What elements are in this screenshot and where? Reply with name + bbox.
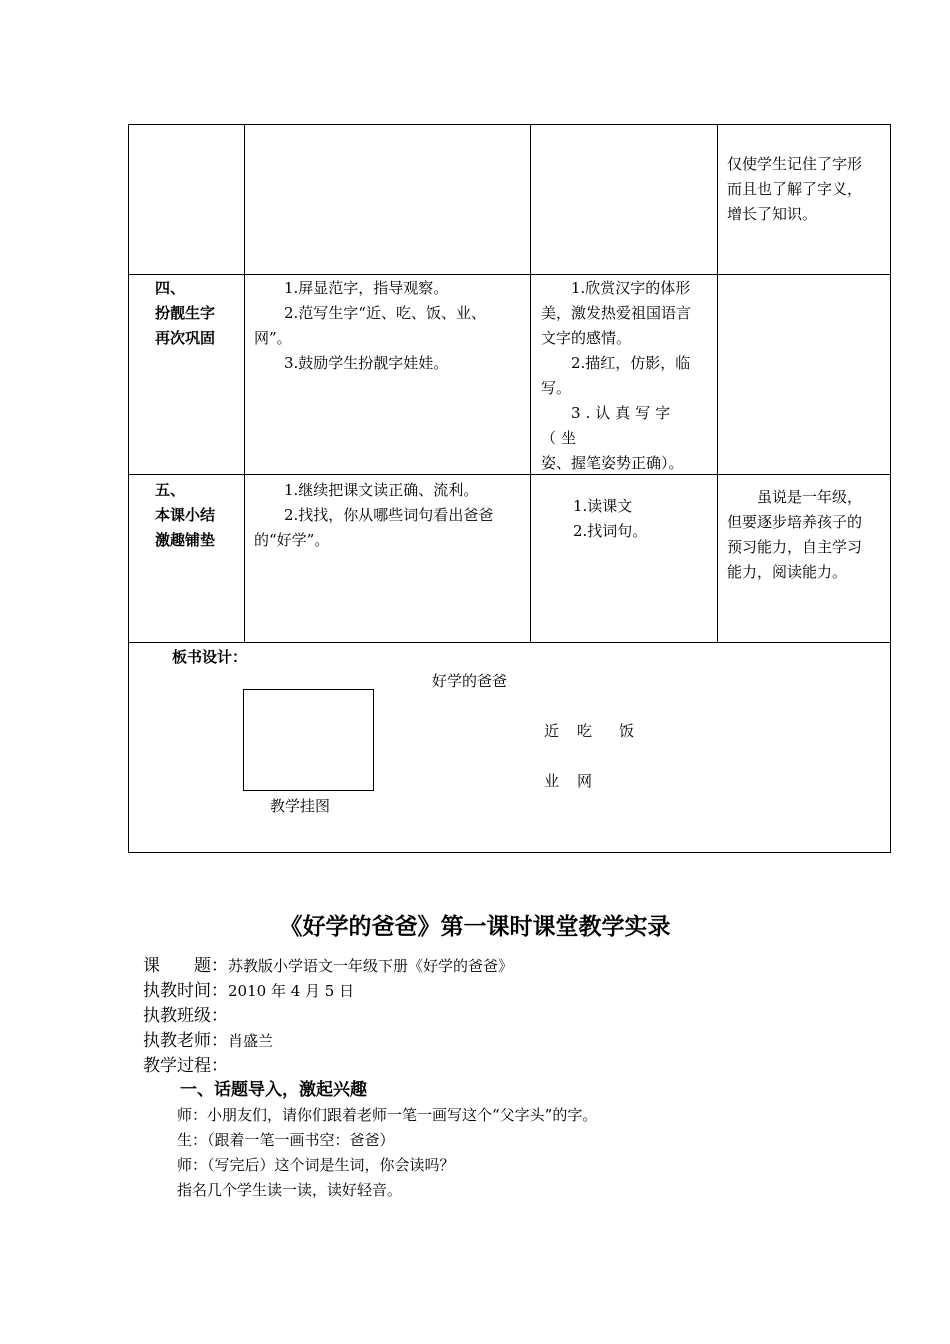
row2-note: [727, 485, 887, 585]
row1-student: [541, 276, 713, 476]
row2-teacher: [254, 478, 526, 553]
record-title: 《好学的爸爸》第一课时课堂教学实录: [279, 914, 671, 940]
stage-line: 本课小结: [155, 506, 216, 524]
student-line: 1.读课文: [573, 497, 633, 515]
row1-stage: [155, 276, 243, 351]
dialogue-line: 师：小朋友们，请你们跟着老师一笔一画写这个“父字头”的字。: [177, 1106, 598, 1124]
note-line: 增长了知识。: [727, 205, 818, 223]
student-line: 姿、握笔姿势正确）。: [541, 454, 684, 472]
meta-row-teacher: [143, 1029, 843, 1054]
note-line: 而且也了解了字义，: [727, 180, 863, 198]
board-char: 业: [544, 772, 560, 790]
teacher-line: 1.继续把课文读正确、流利。: [284, 481, 479, 499]
board-char: 近: [544, 722, 560, 740]
board-char: 吃: [577, 722, 593, 740]
student-line: 2.描红，仿影，临: [571, 354, 691, 372]
teacher-line: 的“好学”。: [254, 531, 330, 549]
dialogue: [177, 1103, 877, 1203]
row2-student: [573, 494, 713, 544]
teacher-line: 2.范写生字“近、吃、饭、业、: [284, 304, 486, 322]
student-line: 写。: [541, 379, 572, 397]
student-line: 美，激发热爱祖国语言: [541, 304, 692, 322]
meta-label: 执教时间：: [143, 981, 228, 1001]
stage-line: 再次巩固: [155, 329, 216, 347]
meta-row-date: [143, 979, 843, 1004]
dialogue-line: 指名几个学生读一读，读好轻音。: [177, 1181, 403, 1199]
meta-value: 2010 年 4 月 5 日: [228, 982, 355, 1000]
row2-stage: [155, 478, 243, 553]
stage-line: 五、: [155, 481, 186, 499]
picture-caption: 教学挂图: [270, 797, 331, 815]
meta-label: 执教班级：: [143, 1006, 228, 1026]
section-heading: 一、话题导入，激起兴趣: [180, 1080, 367, 1100]
note-line: 但要逐步培养孩子的: [727, 513, 863, 531]
board-char: 饭: [619, 722, 635, 740]
stage-line: 激趣铺垫: [155, 531, 216, 549]
meta-label: 课 题：: [143, 956, 228, 976]
student-line: 1.欣赏汉字的体形: [571, 279, 691, 297]
board-label: 板书设计：: [172, 648, 248, 666]
student-line: 3.认真写字（坐: [541, 404, 676, 447]
meta-row-topic: [143, 954, 843, 979]
dialogue-line: 生：（跟着一笔一画书空：爸爸）: [177, 1131, 395, 1149]
stage-line: 扮靓生字: [155, 304, 216, 322]
teaching-picture-frame: [243, 689, 374, 791]
student-line: 文字的感情。: [541, 329, 632, 347]
row1-teacher: [254, 276, 526, 376]
note-line: 仅使学生记住了字形: [727, 155, 863, 173]
note-line: 能力，阅读能力。: [727, 563, 848, 581]
student-line: 2.找词句。: [573, 522, 648, 540]
dialogue-line: 师：（写完后）这个词是生词，你会读吗？: [177, 1156, 455, 1174]
note-line: 预习能力，自主学习: [727, 538, 863, 556]
board-char: 网: [577, 772, 593, 790]
record-meta: [143, 954, 843, 1079]
meta-value: 苏教版小学语文一年级下册《好学的爸爸》: [228, 957, 514, 975]
stage-line: 四、: [155, 279, 186, 297]
row0-note: [727, 152, 887, 227]
meta-label: 教学过程：: [143, 1056, 228, 1076]
meta-label: 执教老师：: [143, 1031, 228, 1051]
teacher-line: 3.鼓励学生扮靓字娃娃。: [284, 354, 449, 372]
teacher-line: 2.找找，你从哪些词句看出爸爸: [284, 506, 494, 524]
note-line: 虽说是一年级，: [757, 488, 863, 506]
teacher-line: 网”。: [254, 329, 292, 347]
meta-value: 肖盛兰: [228, 1032, 274, 1050]
teacher-line: 1.屏显范字，指导观察。: [284, 279, 449, 297]
meta-row-process: [143, 1054, 843, 1079]
meta-row-class: [143, 1004, 843, 1029]
board-title: 好学的爸爸: [432, 672, 508, 690]
